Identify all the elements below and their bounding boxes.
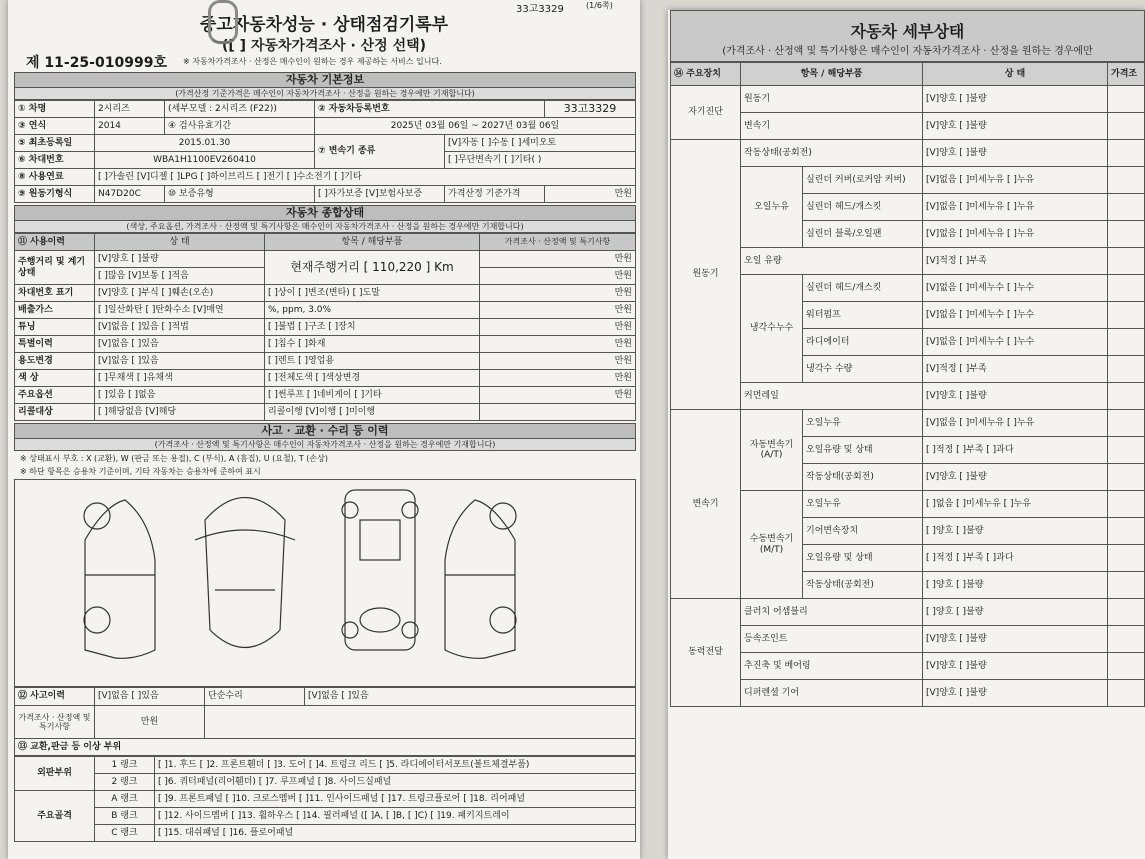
detail-row-state: [V]양호 [ ]불량	[923, 113, 1108, 140]
detail-row-item: 기어변속장치	[803, 518, 923, 545]
rank-label: C 랭크	[95, 825, 155, 842]
main-frame-label: 주요골격	[15, 791, 95, 842]
status-title: 자동차 종합상태	[14, 205, 636, 221]
status-row-price: 만원	[480, 353, 636, 370]
car-diagram-svg	[15, 480, 635, 684]
detail-row-item: 오일유량 및 상태	[803, 545, 923, 572]
parts-table	[14, 756, 636, 842]
year-label: ③ 연식	[15, 118, 95, 135]
detail-row-item: 작동상태(공회전)	[803, 464, 923, 491]
rank-label: B 랭크	[95, 808, 155, 825]
insp-period: 2025년 03월 06일 ~ 2027년 03월 06일	[315, 118, 636, 135]
status-row-state: [ ]많음 [V]보통 [ ]적음	[95, 268, 265, 285]
status-row-state: [ ]해당없음 [V]해당	[95, 404, 265, 421]
warranty-label: ⑩ 보증유형	[165, 186, 315, 203]
status-row-state: [ ]무채색 [ ]유채색	[95, 370, 265, 387]
status-row-item: [ ]전체도색 [ ]색상변경	[265, 370, 480, 387]
status-row-label: 특별이력	[15, 336, 95, 353]
detail-row-item: 추진축 및 베어링	[741, 653, 923, 680]
detail-row-state: [V]없음 [ ]미세누수 [ ]누수	[923, 329, 1108, 356]
detail-row-state: [V]양호 [ ]불량	[923, 680, 1108, 707]
status-row-state: [V]양호 [ ]부식 [ ]훼손(오손)	[95, 285, 265, 302]
status-row-label: 리콜대상	[15, 404, 95, 421]
status-row-label: 용도변경	[15, 353, 95, 370]
detail-note: (가격조사 · 산정액 및 특기사항은 매수인이 자동차가격조사 · 산정을 원하는 경우에만	[722, 46, 1093, 57]
rank-items: [ ]6. 쿼터패널(리어휀더) [ ]7. 루프패널 [ ]8. 사이드실패널	[155, 774, 636, 791]
detail-col-price: 가격조	[1108, 63, 1145, 86]
first-reg-label: ⑤ 최초등록일	[15, 135, 95, 152]
basic-info-table	[14, 100, 636, 203]
detail-row-state: [V]없음 [ ]미세누유 [ ]누유	[923, 410, 1108, 437]
base-price-label: 가격산정 기준가격	[445, 186, 545, 203]
simple-repair-value: [V]없음 [ ]있음	[305, 688, 636, 706]
detail-row-item: 워터펌프	[803, 302, 923, 329]
status-col-item: 항목 / 해당부품	[265, 234, 480, 251]
status-col-use: ⑪ 사용이력	[15, 234, 95, 251]
status-row-label: 색 상	[15, 370, 95, 387]
paper-clip	[208, 0, 238, 44]
accident-note: (가격조사 · 산정액 및 특기사항은 매수인이 자동차가격조사 · 산정을 원하는 경우에만 기재합니다)	[14, 439, 636, 451]
group-power-transfer: 동력전달	[671, 599, 741, 707]
detail-col-state: 상 태	[923, 63, 1108, 86]
detail-row-item: 등속조인트	[741, 626, 923, 653]
trans-options-2: [ ]무단변속기 [ ]기타( )	[445, 152, 636, 169]
warranty-options: [ ]자가보증 [V]보험사보증	[315, 186, 445, 203]
right-page	[668, 10, 1145, 859]
detail-row-state: [V]적정 [ ]부족	[923, 248, 1108, 275]
doc-number-top: 33고3329	[516, 4, 564, 15]
detail-row-state: [V]없음 [ ]미세누수 [ ]누수	[923, 302, 1108, 329]
status-row-item: [ ]불법 [ ]구조 [ ]장치	[265, 319, 480, 336]
detail-row-state: [ ]적정 [ ]부족 [ ]과다	[923, 545, 1108, 572]
detail-row-item: 변속기	[741, 113, 923, 140]
trans-label: ⑦ 변속기 종류	[315, 135, 445, 169]
detail-row-state: [ ]양호 [ ]불량	[923, 518, 1108, 545]
fuel-options: [ ]가솔린 [V]디젤 [ ]LPG [ ]하이브리드 [ ]전기 [ ]수소전기 [ ]기타	[95, 169, 636, 186]
engine-type: N47D20C	[95, 186, 165, 203]
parts-title: ⑬ 교환,판금 등 이상 부위	[15, 739, 636, 756]
detail-row-item: 커먼레일	[741, 383, 923, 410]
wheel-icon	[84, 607, 110, 633]
detail-row-item: 냉각수 수량	[803, 356, 923, 383]
reg-no: 33고3329	[545, 101, 636, 118]
group-auto-trans: 자동변속기 (A/T)	[741, 410, 803, 491]
doc-no-note: ※ 자동차가격조사 · 산정은 매수인이 원하는 경우 제공하는 서비스 입니다.	[183, 57, 442, 66]
detail-header	[670, 10, 1145, 62]
rank-label: 1 랭크	[95, 757, 155, 774]
car-diagram	[14, 479, 636, 687]
status-row-label: 주요옵션	[15, 387, 95, 404]
wheel-icon	[490, 607, 516, 633]
status-row-item: [ ]썬루프 [ ]네비게이 [ ]기타	[265, 387, 480, 404]
detail-title: 자동차 세부상태	[850, 22, 965, 41]
detail-col-item: 항목 / 해당부품	[741, 63, 923, 86]
status-row-price	[480, 404, 636, 421]
status-row-item: [ ]렌트 [ ]영업용	[265, 353, 480, 370]
status-row-price: 만원	[480, 251, 636, 268]
doc-title: 중고자동차성능 · 상태점검기록부	[199, 15, 449, 35]
detail-row-item: 원동기	[741, 86, 923, 113]
status-table	[14, 233, 636, 421]
rank-label: 2 랭크	[95, 774, 155, 791]
car-name: 2시리즈	[95, 101, 165, 118]
legend-1: ※ 상태표시 부호 : X (교환), W (판금 또는 용접), C (부식), A (흠집), U (요철), T (손상)	[20, 454, 329, 463]
status-row-item: %, ppm, 3.0%	[265, 302, 480, 319]
detail-row-state: [V]없음 [ ]미세누유 [ ]누유	[923, 221, 1108, 248]
engine-label: ⑨ 원동기형식	[15, 186, 95, 203]
accident-price-label: 가격조사 · 산정액 및 특기사항	[15, 706, 95, 739]
detail-row-state: [V]양호 [ ]불량	[923, 653, 1108, 680]
basic-info-section	[14, 72, 636, 842]
detail-row-item: 실린더 헤드/개스킷	[803, 275, 923, 302]
status-row-state: [V]없음 [ ]있음 [ ]적법	[95, 319, 265, 336]
car-name-label: ① 차명	[15, 101, 95, 118]
accident-price-unit: 만원	[95, 706, 205, 739]
fuel-label: ⑧ 사용연료	[15, 169, 95, 186]
doc-no: 제 11-25-010999호	[26, 55, 167, 71]
status-row-label: 튜닝	[15, 319, 95, 336]
side-view-left	[85, 500, 155, 658]
group-transmission: 변속기	[671, 410, 741, 599]
simple-repair-label: 단순수리	[205, 688, 305, 706]
detail-row-item: 디퍼렌셜 기어	[741, 680, 923, 707]
detail-row-item: 오일누유	[803, 491, 923, 518]
vin-label: ⑥ 차대번호	[15, 152, 95, 169]
detail-row-state: [V]적정 [ ]부족	[923, 356, 1108, 383]
detail-row-state: [V]없음 [ ]미세누수 [ ]누수	[923, 275, 1108, 302]
accident-title: 사고 · 교환 · 수리 등 이력	[14, 423, 636, 439]
status-row-state: [ ]일산화탄 [ ]탄화수소 [V]매연	[95, 302, 265, 319]
basic-info-note: (가격산정 기준가격은 매수인이 자동차가격조사 · 산정을 원하는 경우에만 기재합니다)	[14, 88, 636, 100]
doc-subtitle: ([ ] 자동차가격조사 · 산정 선택)	[221, 38, 427, 54]
wheel-icon	[402, 622, 418, 638]
status-row-price: 만원	[480, 387, 636, 404]
outer-label: 외판부위	[15, 757, 95, 791]
status-row-price: 만원	[480, 268, 636, 285]
rank-items: [ ]12. 사이드멤버 [ ]13. 휠하우스 [ ]14. 필러패널 ([ ]A, [ ]B, [ ]C) [ ]19. 패키지트레이	[155, 808, 636, 825]
legend-2: ※ 하단 항목은 승용차 기준이며, 기타 자동차는 승용차에 준하여 표시	[20, 467, 261, 476]
status-row-state: [ ]있음 [ ]없음	[95, 387, 265, 404]
insp-period-label: ④ 검사유효기간	[165, 118, 315, 135]
detail-row-state: [V]양호 [ ]불량	[923, 626, 1108, 653]
page-indicator: (1/6쪽)	[586, 1, 613, 10]
rank-items: [ ]9. 프론트패널 [ ]10. 크로스멤버 [ ]11. 인사이드패널 [ ]17. 트렁크플로어 [ ]18. 리어패널	[155, 791, 636, 808]
accident-label: ⑫ 사고이력	[15, 688, 95, 706]
detail-row-state: [ ]양호 [ ]불량	[923, 572, 1108, 599]
trans-options-1: [V]자동 [ ]수동 [ ]세미오토	[445, 135, 636, 152]
status-row-price: 만원	[480, 319, 636, 336]
detail-row-state: [V]양호 [ ]불량	[923, 383, 1108, 410]
detail-model: (세부모델 : 2시리즈 (F22))	[165, 101, 315, 118]
reg-no-label: ② 자동차등록번호	[315, 101, 545, 118]
detail-row-item: 라디에이터	[803, 329, 923, 356]
detail-row-item: 클러치 어셈블리	[741, 599, 923, 626]
accident-value: [V]없음 [ ]있음	[95, 688, 205, 706]
status-row-label: 주행거리 및 계기상태	[15, 251, 95, 285]
rank-label: A 랭크	[95, 791, 155, 808]
group-engine: 원동기	[671, 140, 741, 410]
detail-col-device: ⑭ 주요장치	[671, 63, 741, 86]
status-row-item: 리콜이행 [V]이행 [ ]미이행	[265, 404, 480, 421]
status-row-state: [V]없음 [ ]있음	[95, 353, 265, 370]
status-row-price: 만원	[480, 370, 636, 387]
status-row-item: [ ]침수 [ ]화재	[265, 336, 480, 353]
group-manual-trans: 수동변속기 (M/T)	[741, 491, 803, 599]
detail-row-item: 오일누유	[803, 410, 923, 437]
accident-table	[14, 687, 636, 756]
detail-table	[670, 62, 1145, 707]
status-note: (색상, 주요옵션, 가격조사 · 산정액 및 특기사항은 매수인이 자동차가격조사 · 산정을 원하는 경우에만 기재합니다)	[14, 221, 636, 233]
status-col-state: 상 태	[95, 234, 265, 251]
wheel-icon	[84, 503, 110, 529]
status-row-state: [V]양호 [ ]불량	[95, 251, 265, 268]
status-row-state: [V]없음 [ ]있음	[95, 336, 265, 353]
detail-row-state: [V]양호 [ ]불량	[923, 464, 1108, 491]
wheel-icon	[490, 503, 516, 529]
detail-row-item: 오일 유량	[741, 248, 923, 275]
underbody-view	[345, 490, 415, 650]
detail-row-state: [V]없음 [ ]미세누유 [ ]누유	[923, 194, 1108, 221]
detail-row-state: [ ]적정 [ ]부족 [ ]과다	[923, 437, 1108, 464]
status-row-item: [ ]상이 [ ]변조(변타) [ ]도말	[265, 285, 480, 302]
detail-row-item: 작동상태(공회전)	[741, 140, 923, 167]
rank-items: [ ]1. 후드 [ ]2. 프론트휀더 [ ]3. 도어 [ ]4. 트렁크 리드 [ ]5. 라디에이터서포트(볼트체결부품)	[155, 757, 636, 774]
top-view	[205, 498, 285, 648]
detail-row-item: 실린더 블록/오일팬	[803, 221, 923, 248]
detail-row-state: [ ]양호 [ ]불량	[923, 599, 1108, 626]
status-row-label: 배출가스	[15, 302, 95, 319]
detail-row-state: [V]없음 [ ]미세누유 [ ]누유	[923, 167, 1108, 194]
detail-row-state: [ ]없음 [ ]미세누유 [ ]누유	[923, 491, 1108, 518]
group-coolant-leak: 냉각수누수	[741, 275, 803, 383]
status-row-price: 만원	[480, 336, 636, 353]
detail-row-item: 오일유량 및 상태	[803, 437, 923, 464]
detail-row-state: [V]양호 [ ]불량	[923, 86, 1108, 113]
left-page	[8, 0, 640, 859]
first-reg: 2015.01.30	[95, 135, 315, 152]
mileage-display: 현재주행거리 [ 110,220 ] Km	[265, 251, 480, 285]
detail-row-item: 작동상태(공회전)	[803, 572, 923, 599]
vin: WBA1H1100EV260410	[95, 152, 315, 169]
detail-row-item: 실린더 헤드/개스킷	[803, 194, 923, 221]
side-view-right	[445, 500, 515, 658]
status-row-price: 만원	[480, 285, 636, 302]
status-row-price: 만원	[480, 302, 636, 319]
rank-items: [ ]15. 대쉬패널 [ ]16. 플로어패널	[155, 825, 636, 842]
group-oil-leak: 오일누유	[741, 167, 803, 248]
basic-info-title: 자동차 기본정보	[14, 72, 636, 88]
detail-row-item: 실린더 커버(로커암 커버)	[803, 167, 923, 194]
detail-row-state: [V]양호 [ ]불량	[923, 140, 1108, 167]
base-price-unit: 만원	[545, 186, 636, 203]
wheel-icon	[402, 502, 418, 518]
status-row-label: 차대번호 표기	[15, 285, 95, 302]
group-self-diag: 자기진단	[671, 86, 741, 140]
year: 2014	[95, 118, 165, 135]
status-col-price: 가격조사 · 산정액 및 특기사항	[480, 234, 636, 251]
